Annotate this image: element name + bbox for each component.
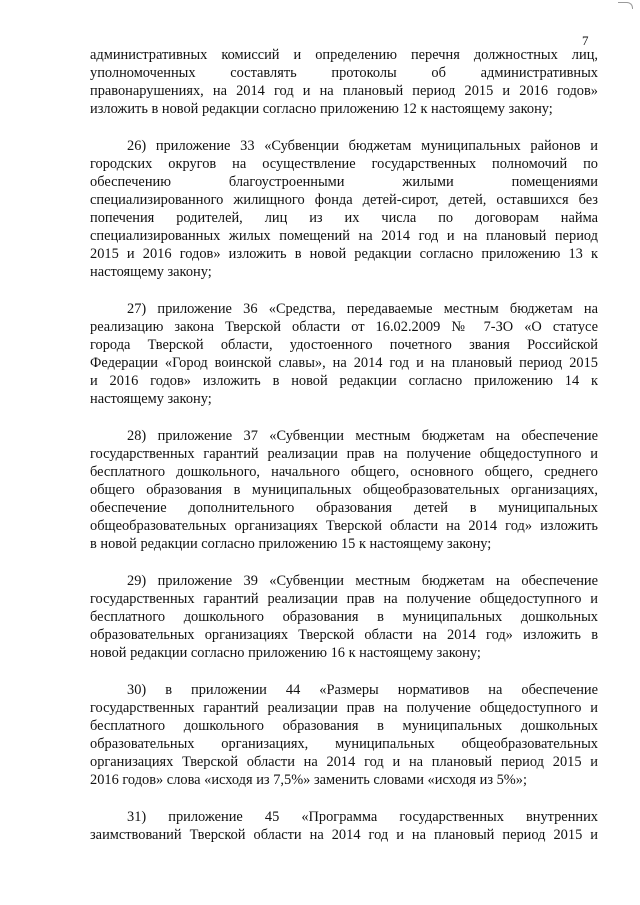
- text-line: специализированных жилых помещений на 2014 год и на плановый период: [90, 228, 598, 244]
- text-line: общеобразовательных организациях Тверской области на 2014 год» изложить: [90, 518, 598, 534]
- text-line: обеспечению благоустроенными жилыми помещениями: [90, 174, 598, 190]
- text-line: настоящему закону;: [90, 264, 212, 280]
- text-line: реализацию закона Тверской области от 16.02.2009 № 7-ЗО «О статусе: [90, 319, 598, 335]
- text-line: образовательных организациях Тверской области на 2014 год» изложить в: [90, 627, 598, 643]
- document-body: [90, 46, 598, 844]
- text-line: городских округов на осуществление государственных полномочий по: [90, 156, 598, 172]
- text-line: обеспечение дополнительного образования детей в муниципальных: [90, 500, 598, 516]
- paragraph-item-26: [90, 137, 598, 281]
- text-line: в новой редакции согласно приложению 15 к настоящему закону;: [90, 536, 492, 552]
- text-line: и 2016 годов» изложить в новой редакции согласно приложению 14 к: [90, 373, 598, 389]
- text-line: 2015 и 2016 годов» изложить в новой редакции согласно приложению 13 к: [90, 246, 598, 262]
- text-line: государственных гарантий реализации прав на получение общедоступного и: [90, 446, 598, 462]
- text-line: бесплатного дошкольного образования в муниципальных дошкольных: [90, 609, 598, 625]
- text-line: правонарушениях, на 2014 год и на плановый период 2015 и 2016 годов»: [90, 83, 598, 99]
- text-line: изложить в новой редакции согласно приложению 12 к настоящему закону;: [90, 101, 553, 117]
- paragraph-item-31: [90, 808, 598, 844]
- page-number: 7: [582, 33, 589, 48]
- paragraph-item-30: [90, 681, 598, 789]
- paragraph-continuation: [90, 46, 598, 118]
- text-line: образовательных организациях, муниципальных общеобразовательных: [90, 736, 598, 752]
- text-line: новой редакции согласно приложению 16 к настоящему закону;: [90, 645, 481, 661]
- text-line: государственных гарантий реализации прав на получение общедоступного и: [90, 700, 598, 716]
- text-line: организациях Тверской области на 2014 год и на плановый период 2015 и: [90, 754, 598, 770]
- text-line: 27) приложение 36 «Средства, передаваемые местным бюджетам на: [127, 301, 598, 317]
- text-line: настоящему закону;: [90, 391, 212, 407]
- paragraph-item-28: [90, 427, 598, 553]
- text-line: 26) приложение 33 «Субвенции бюджетам муниципальных районов и: [127, 138, 598, 154]
- text-line: уполномоченных составлять протоколы об административных: [90, 65, 598, 81]
- text-line: государственных гарантий реализации прав на получение общедоступного и: [90, 591, 598, 607]
- text-line: общего образования в муниципальных общеобразовательных организациях,: [90, 482, 598, 498]
- text-line: 31) приложение 45 «Программа государственных внутренних: [127, 809, 598, 825]
- text-line: 29) приложение 39 «Субвенции местным бюджетам на обеспечение: [127, 573, 598, 589]
- paragraph-item-27: [90, 300, 598, 408]
- text-line: бесплатного дошкольного образования в муниципальных дошкольных: [90, 718, 598, 734]
- text-line: бесплатного дошкольного, начального общего, основного общего, среднего: [90, 464, 598, 480]
- text-line: города Тверской области, удостоенного почетного звания Российской: [90, 337, 598, 353]
- paragraph-item-29: [90, 572, 598, 662]
- text-line: 2016 годов» слова «исходя из 7,5%» заменить словами «исходя из 5%»;: [90, 772, 527, 788]
- text-line: попечения родителей, лиц из их числа по договорам найма: [90, 210, 598, 226]
- scan-corner-mark: [618, 2, 633, 9]
- text-line: заимствований Тверской области на 2014 год и на плановый период 2015 и: [90, 827, 598, 843]
- text-line: 30) в приложении 44 «Размеры нормативов на обеспечение: [127, 682, 598, 698]
- text-line: Федерации «Город воинской славы», на 2014 год и на плановый период 2015: [90, 355, 598, 371]
- text-line: 28) приложение 37 «Субвенции местным бюджетам на обеспечение: [127, 428, 598, 444]
- text-line: административных комиссий и определению перечня должностных лиц,: [90, 47, 598, 63]
- text-line: специализированного жилищного фонда детей-сирот, детей, оставшихся без: [90, 192, 598, 208]
